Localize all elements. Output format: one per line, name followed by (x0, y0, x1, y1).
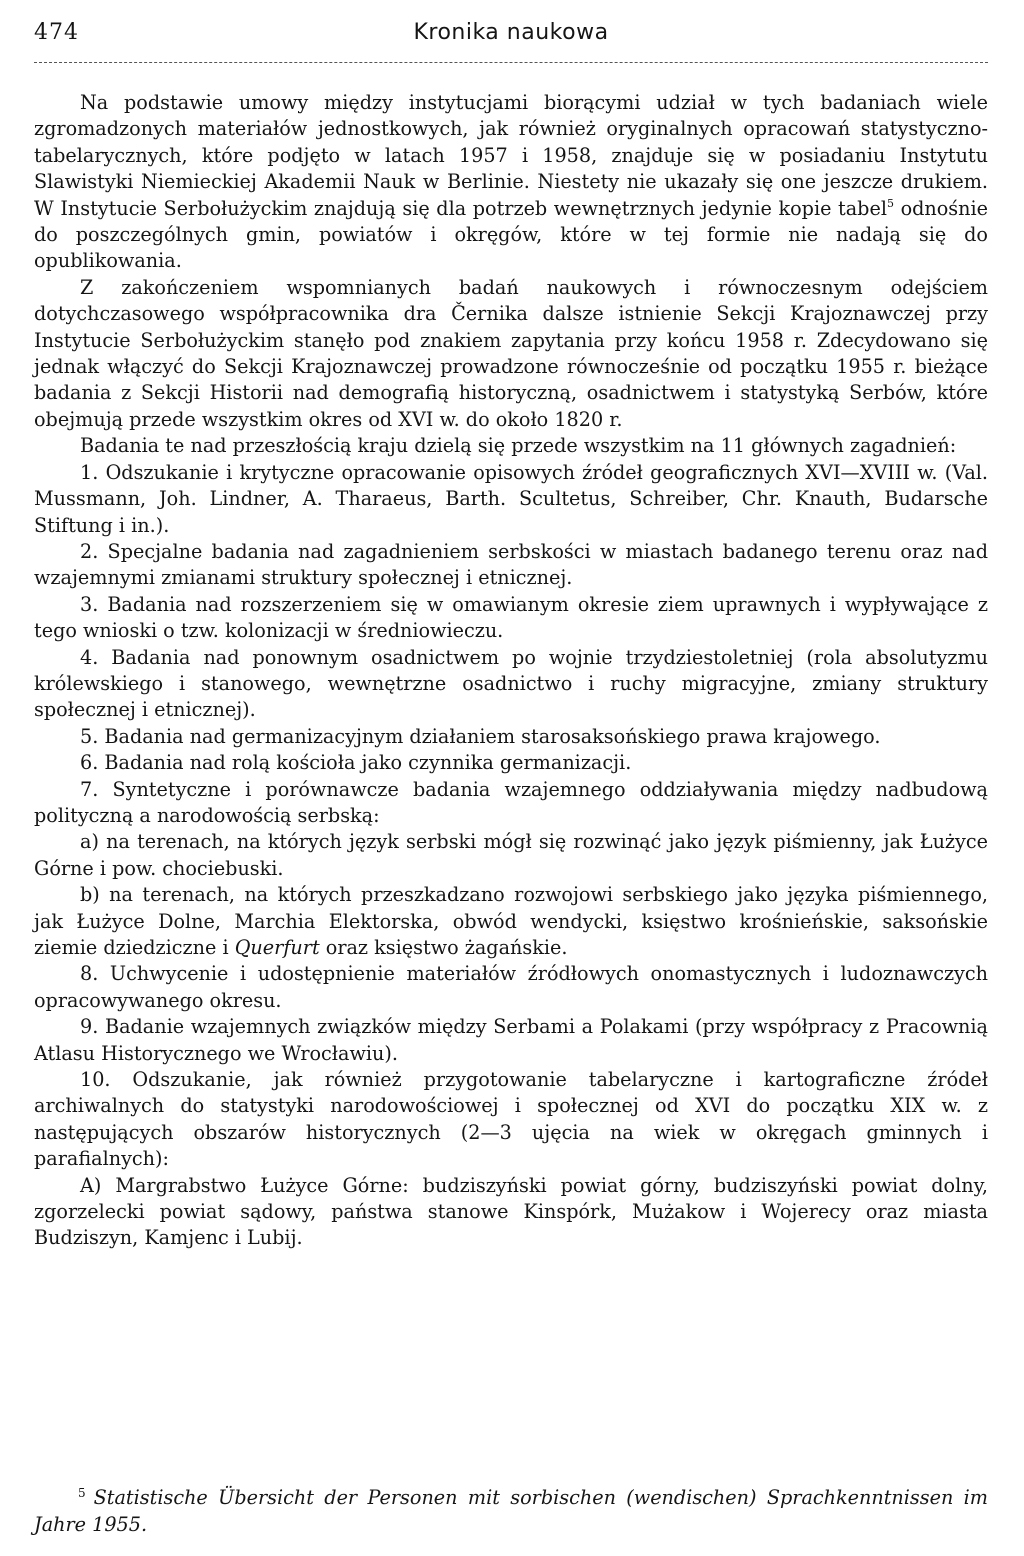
paragraph-2: Z zakończeniem wspomnianych badań naukowych i równoczesnym odejściem dotychczasowego współpracownika dra Černika dalsze istnienie Sekcji Krajoznawczej przy Instytucie Serbołużyckim stanęło pod znakiem zapytania przy końcu 1958 r. Zdecydowano się jednak włączyć do Sekcji Krajoznawczej prowadzone równocześnie od początku 1955 r. bieżące badania z Sekcji Historii nad demografią historyczną, osadnictwem i statystyką Serbów, które obejmują przede wszystkim okres od XVI w. do około 1820 r. (34, 275, 988, 431)
paragraph-1 (34, 90, 988, 275)
paragraph-1-tail: odnośnie do poszczególnych gmin, powiatów i okręgów, które w tej formie nie nadają się do opublikowania. (34, 196, 989, 273)
list-item-5: 5. Badania nad germanizacyjnym działaniem starosaksońskiego prawa krajowego. (80, 724, 881, 748)
list-item-2: 2. Specjalne badania nad zagadnieniem serbskości w miastach badanego terenu oraz nad wzajemnymi zmianami struktury społecznej i etnicznej. (34, 539, 988, 590)
list-item-6: 6. Badania nad rolą kościoła jako czynnika germanizacji. (80, 751, 632, 775)
list-item-8: 8. Uchwycenie i udostępnienie materiałów źródłowych onomastycznych i ludoznawczych opracowywanego okresu. (34, 962, 988, 1012)
body-text (34, 90, 988, 1252)
list-item-7b (34, 882, 988, 961)
list-item-7b-tail: oraz księstwo żagańskie. (319, 936, 568, 959)
list-item-10: 10. Odszukanie, jak również przygotowanie tabelaryczne i kartograficzne źródeł archiwalnych do statystyki narodowościowej i społecznej od XVI do początku XIX w. z następujących obszarów historycznych (2—3 ujęcia na wiek w okręgach gminnych i parafialnych): (34, 1068, 988, 1171)
list-item-7a: a) na terenach, na których język serbski mógł się rozwinąć jako język piśmienny, jak Łużyce Górne i pow. chociebuski. (34, 830, 988, 880)
list-item-10a: A) Margrabstwo Łużyce Górne: budziszyński powiat górny, budziszyński powiat dolny, zgorzelecki powiat sądowy, państwa stanowe Kinspórk, Mużakow i Wojerecy oraz miasta Budziszyn, Kamjenc i Lubij. (34, 1173, 988, 1250)
list-item-9: 9. Badanie wzajemnych związków między Serbami a Polakami (przy współpracy z Pracownią Atlasu Historycznego we Wrocławiu). (34, 1015, 988, 1065)
paragraph-3: Badania te nad przeszłością kraju dzielą się przede wszystkim na 11 głównych zagadnień: (80, 434, 957, 458)
footnote-text: Statistische Übersicht der Personen mit sorbischen (wendischen) Sprachkenntnissen im Jahre 1955. (34, 1486, 988, 1536)
list-item-7: 7. Syntetyczne i porównawcze badania wzajemnego oddziaływania między nadbudową polityczną a narodowością serbską: (34, 777, 988, 827)
header-rule (34, 62, 988, 63)
paragraph-1-text: Na podstawie umowy między instytucjami biorącymi udział w tych badaniach wiele zgromadzonych materiałów jednostkowych, jak również oryginalnych opracowań statystyczno-tabelarycznych, które podjęto w latach 1957 i 1958, znajduje się w posiadaniu Instytutu Slawistyki Niemieckiej Akademii Nauk w Berlinie. Niestety nie ukazały się one jeszcze drukiem. W Instytucie Serbołużyckim znajdują się dla potrzeb wewnętrznych jedynie kopie tabel (34, 91, 988, 220)
footnote (34, 1480, 988, 1538)
list-item-1: 1. Odszukanie i krytyczne opracowanie opisowych źródeł geograficznych XVI—XVIII w. (Val. Mussmann, Joh. Lindner, A. Tharaeus, Barth. Scultetus, Schreiber, Chr. Knauth, Budarsche Stiftung i in.). (34, 460, 988, 537)
running-title: Kronika naukowa (413, 20, 609, 45)
page-number: 474 (34, 20, 79, 45)
footnote-reference: 5 (886, 196, 894, 210)
list-item-7b-italic: Querfurt (234, 936, 320, 959)
list-item-4: 4. Badania nad ponownym osadnictwem po wojnie trzydziestoletniej (rola absolutyzmu królewskiego i stanowego, wewnętrzne osadnictwo i ruchy migracyjne, zmiany struktury społecznej i etnicznej). (34, 645, 988, 722)
page-header (34, 18, 988, 58)
list-item-3: 3. Badania nad rozszerzeniem się w omawianym okresie ziem uprawnych i wypływające z tego wnioski o tzw. kolonizacji w średniowieczu. (34, 592, 988, 643)
list-item-7b-text: b) na terenach, na których przeszkadzano rozwojowi serbskiego jako języka piśmiennego, jak Łużyce Dolne, Marchia Elektorska, obwód wendycki, księstwo krośnieńskie, saksońskie ziemie dziedziczne i (34, 883, 988, 959)
footnote-mark: 5 (78, 1486, 86, 1500)
